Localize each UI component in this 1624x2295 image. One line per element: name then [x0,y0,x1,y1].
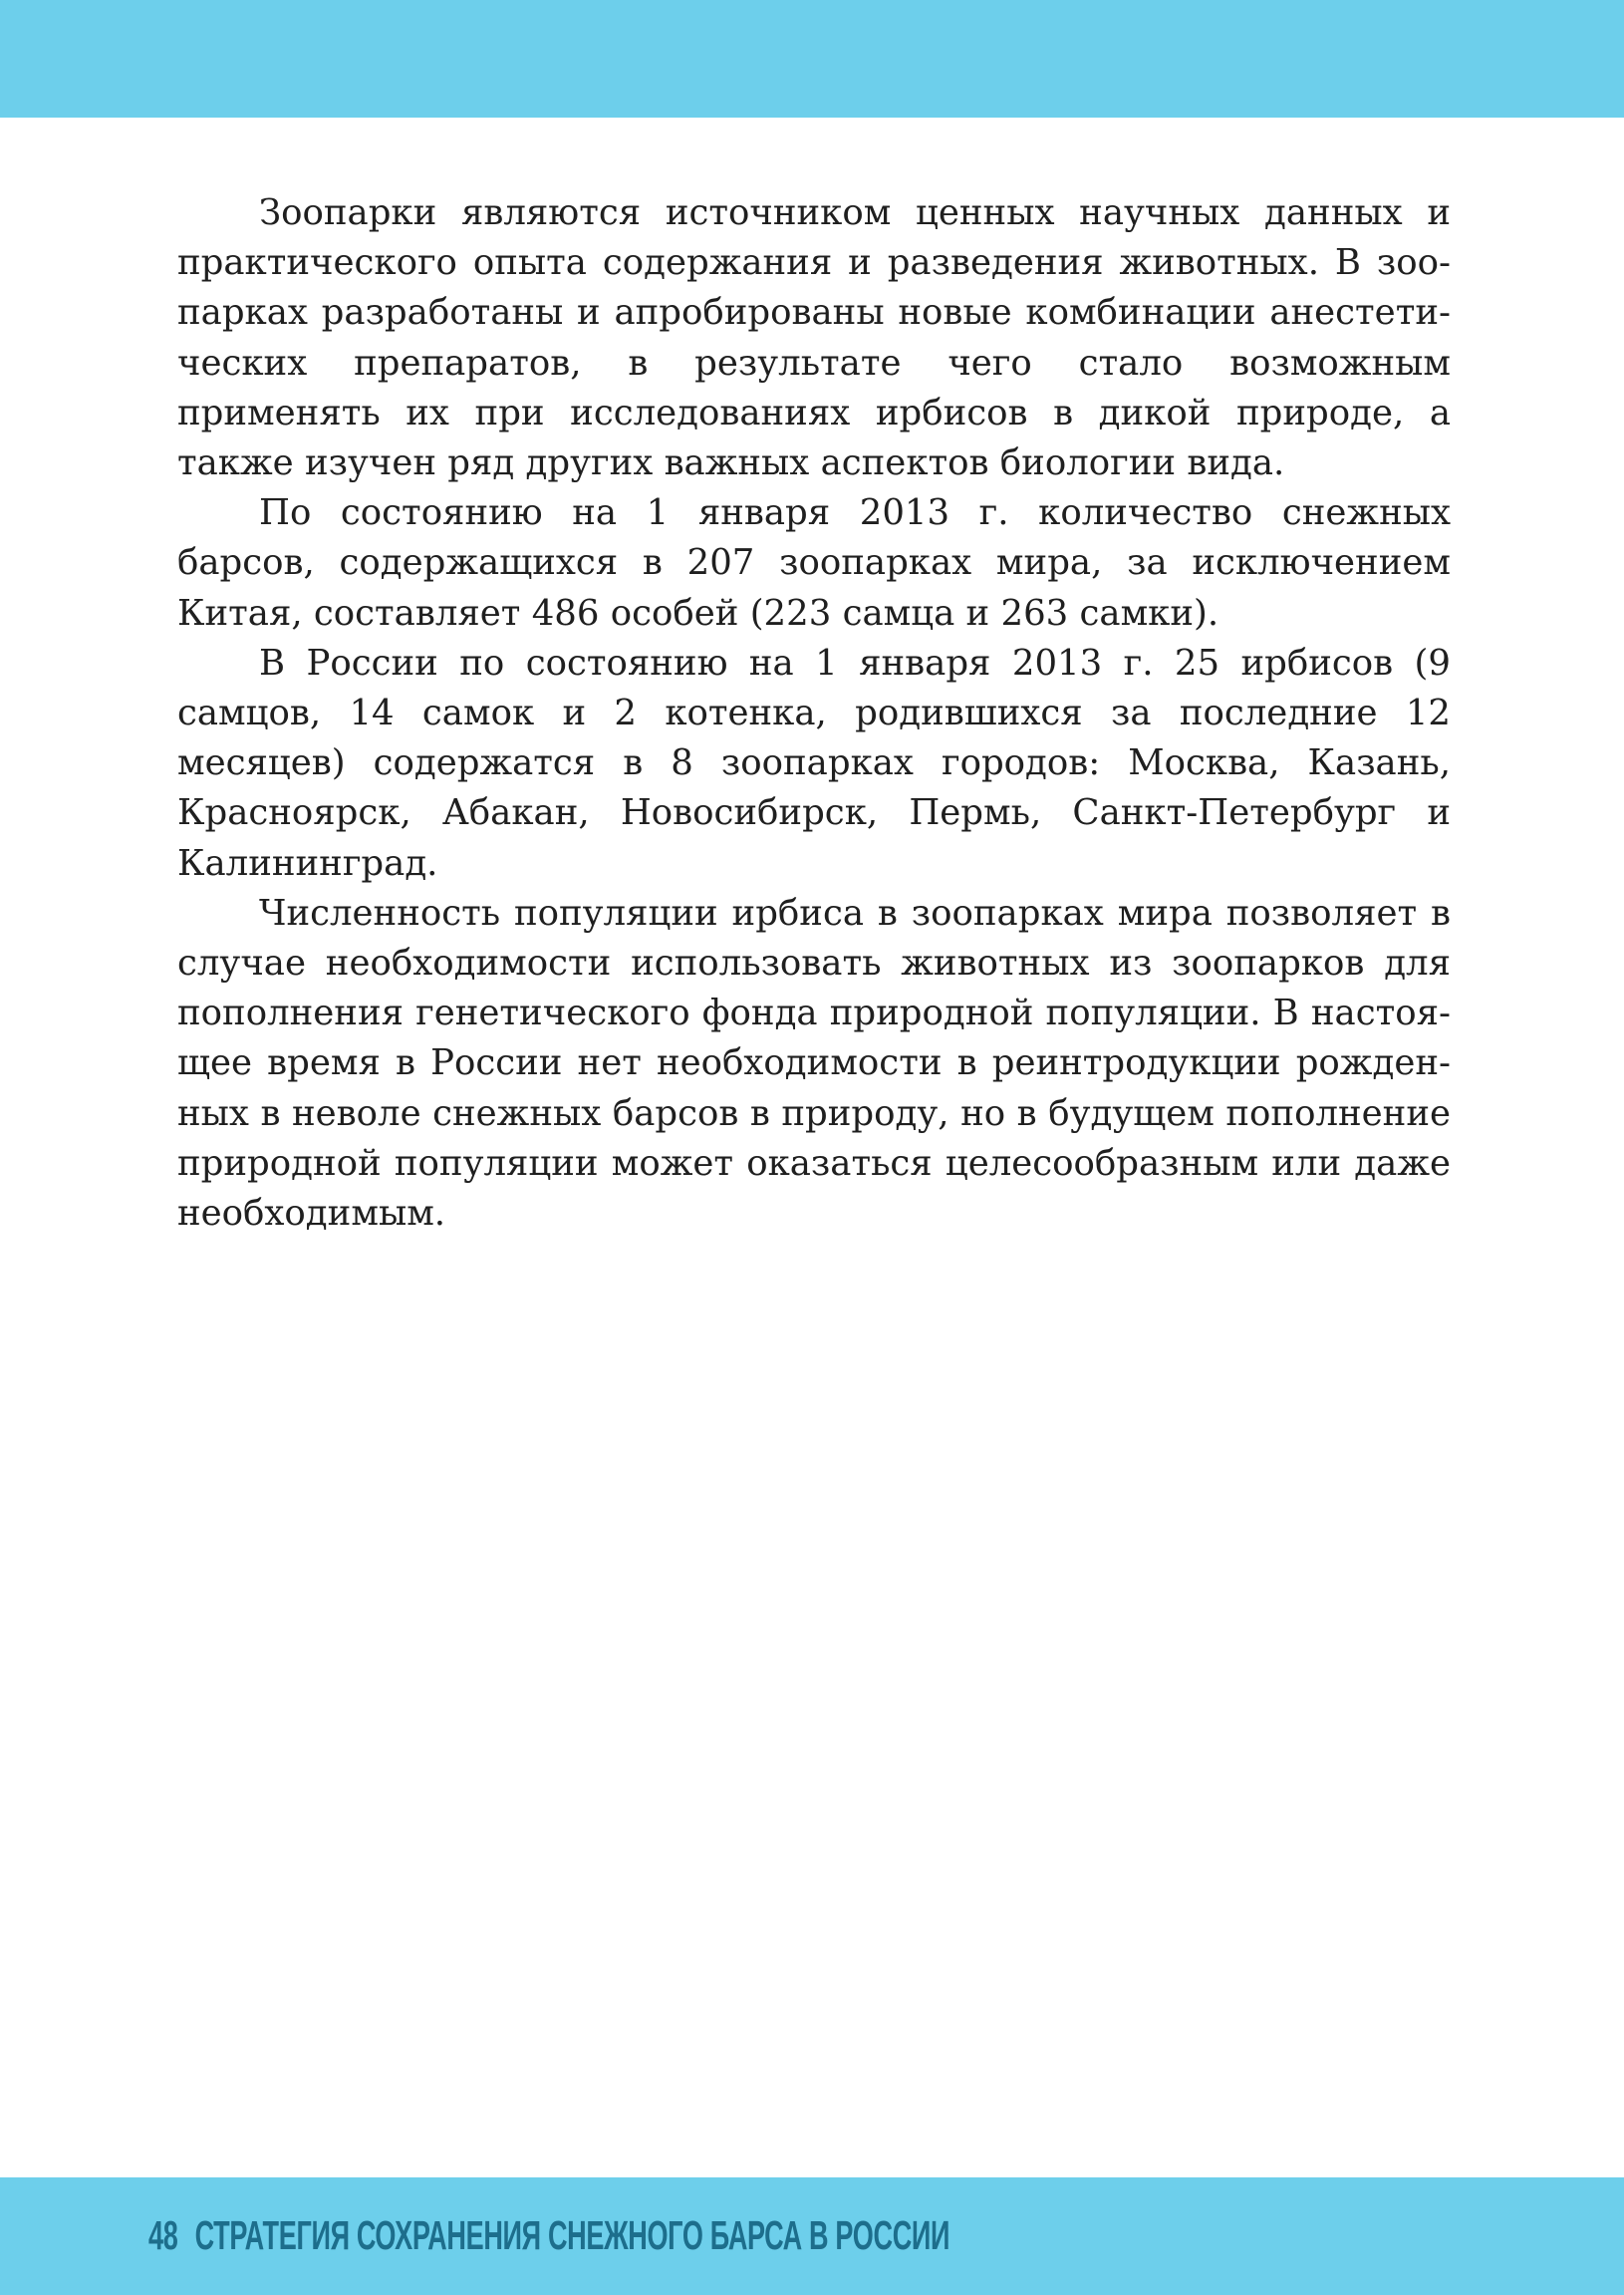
body-text [177,188,1451,1239]
page-footer [148,2209,949,2261]
paragraph-zoos-data: Зоопарки являются источником ценных научных данных и практического опыта содержания и разведения животных. В зоопарках разработаны и апробированы новые комбинации анестетических препаратов, в результате чего стало возможным применять их при исследованиях ирбисов в дикой природе, а также изучен ряд других важных аспектов биологии вида. [177,192,1451,484]
paragraph-russia-count: В России по состоянию на 1 января 2013 г. 25 ирбисов (9 самцов, 14 самок и 2 котенка, родившихся за последние 12 месяцев) содержатся в 8 зоопарках городов: Москва, Казань, Красноярск, Абакан, Новосибирск, Пермь, Санкт-Петербург и Калининград. [177,642,1451,884]
paragraph-world-count: По состоянию на 1 января 2013 г. количество снежных барсов, содержащихся в 207 зоопарках мира, за исключением Китая, составляет 486 особей (223 самца и 263 самки). [177,492,1451,634]
page-number: 48 [148,2212,178,2258]
running-title: СТРАТЕГИЯ СОХРАНЕНИЯ СНЕЖНОГО БАРСА В РОССИИ [194,2212,950,2258]
paragraph-population-reserve: Численность популяции ирбиса в зоопарках мира позволяет в случае необходимости использовать животных из зоопарков для пополнения генетического фонда природной популяции. В настоящее время в России нет необходимости в реинтродукции рожденных в неволе снежных барсов в природу, но в будущем пополнение природной популяции может оказаться целесообразным или даже необходимым. [177,892,1451,1235]
top-color-band [0,0,1624,118]
